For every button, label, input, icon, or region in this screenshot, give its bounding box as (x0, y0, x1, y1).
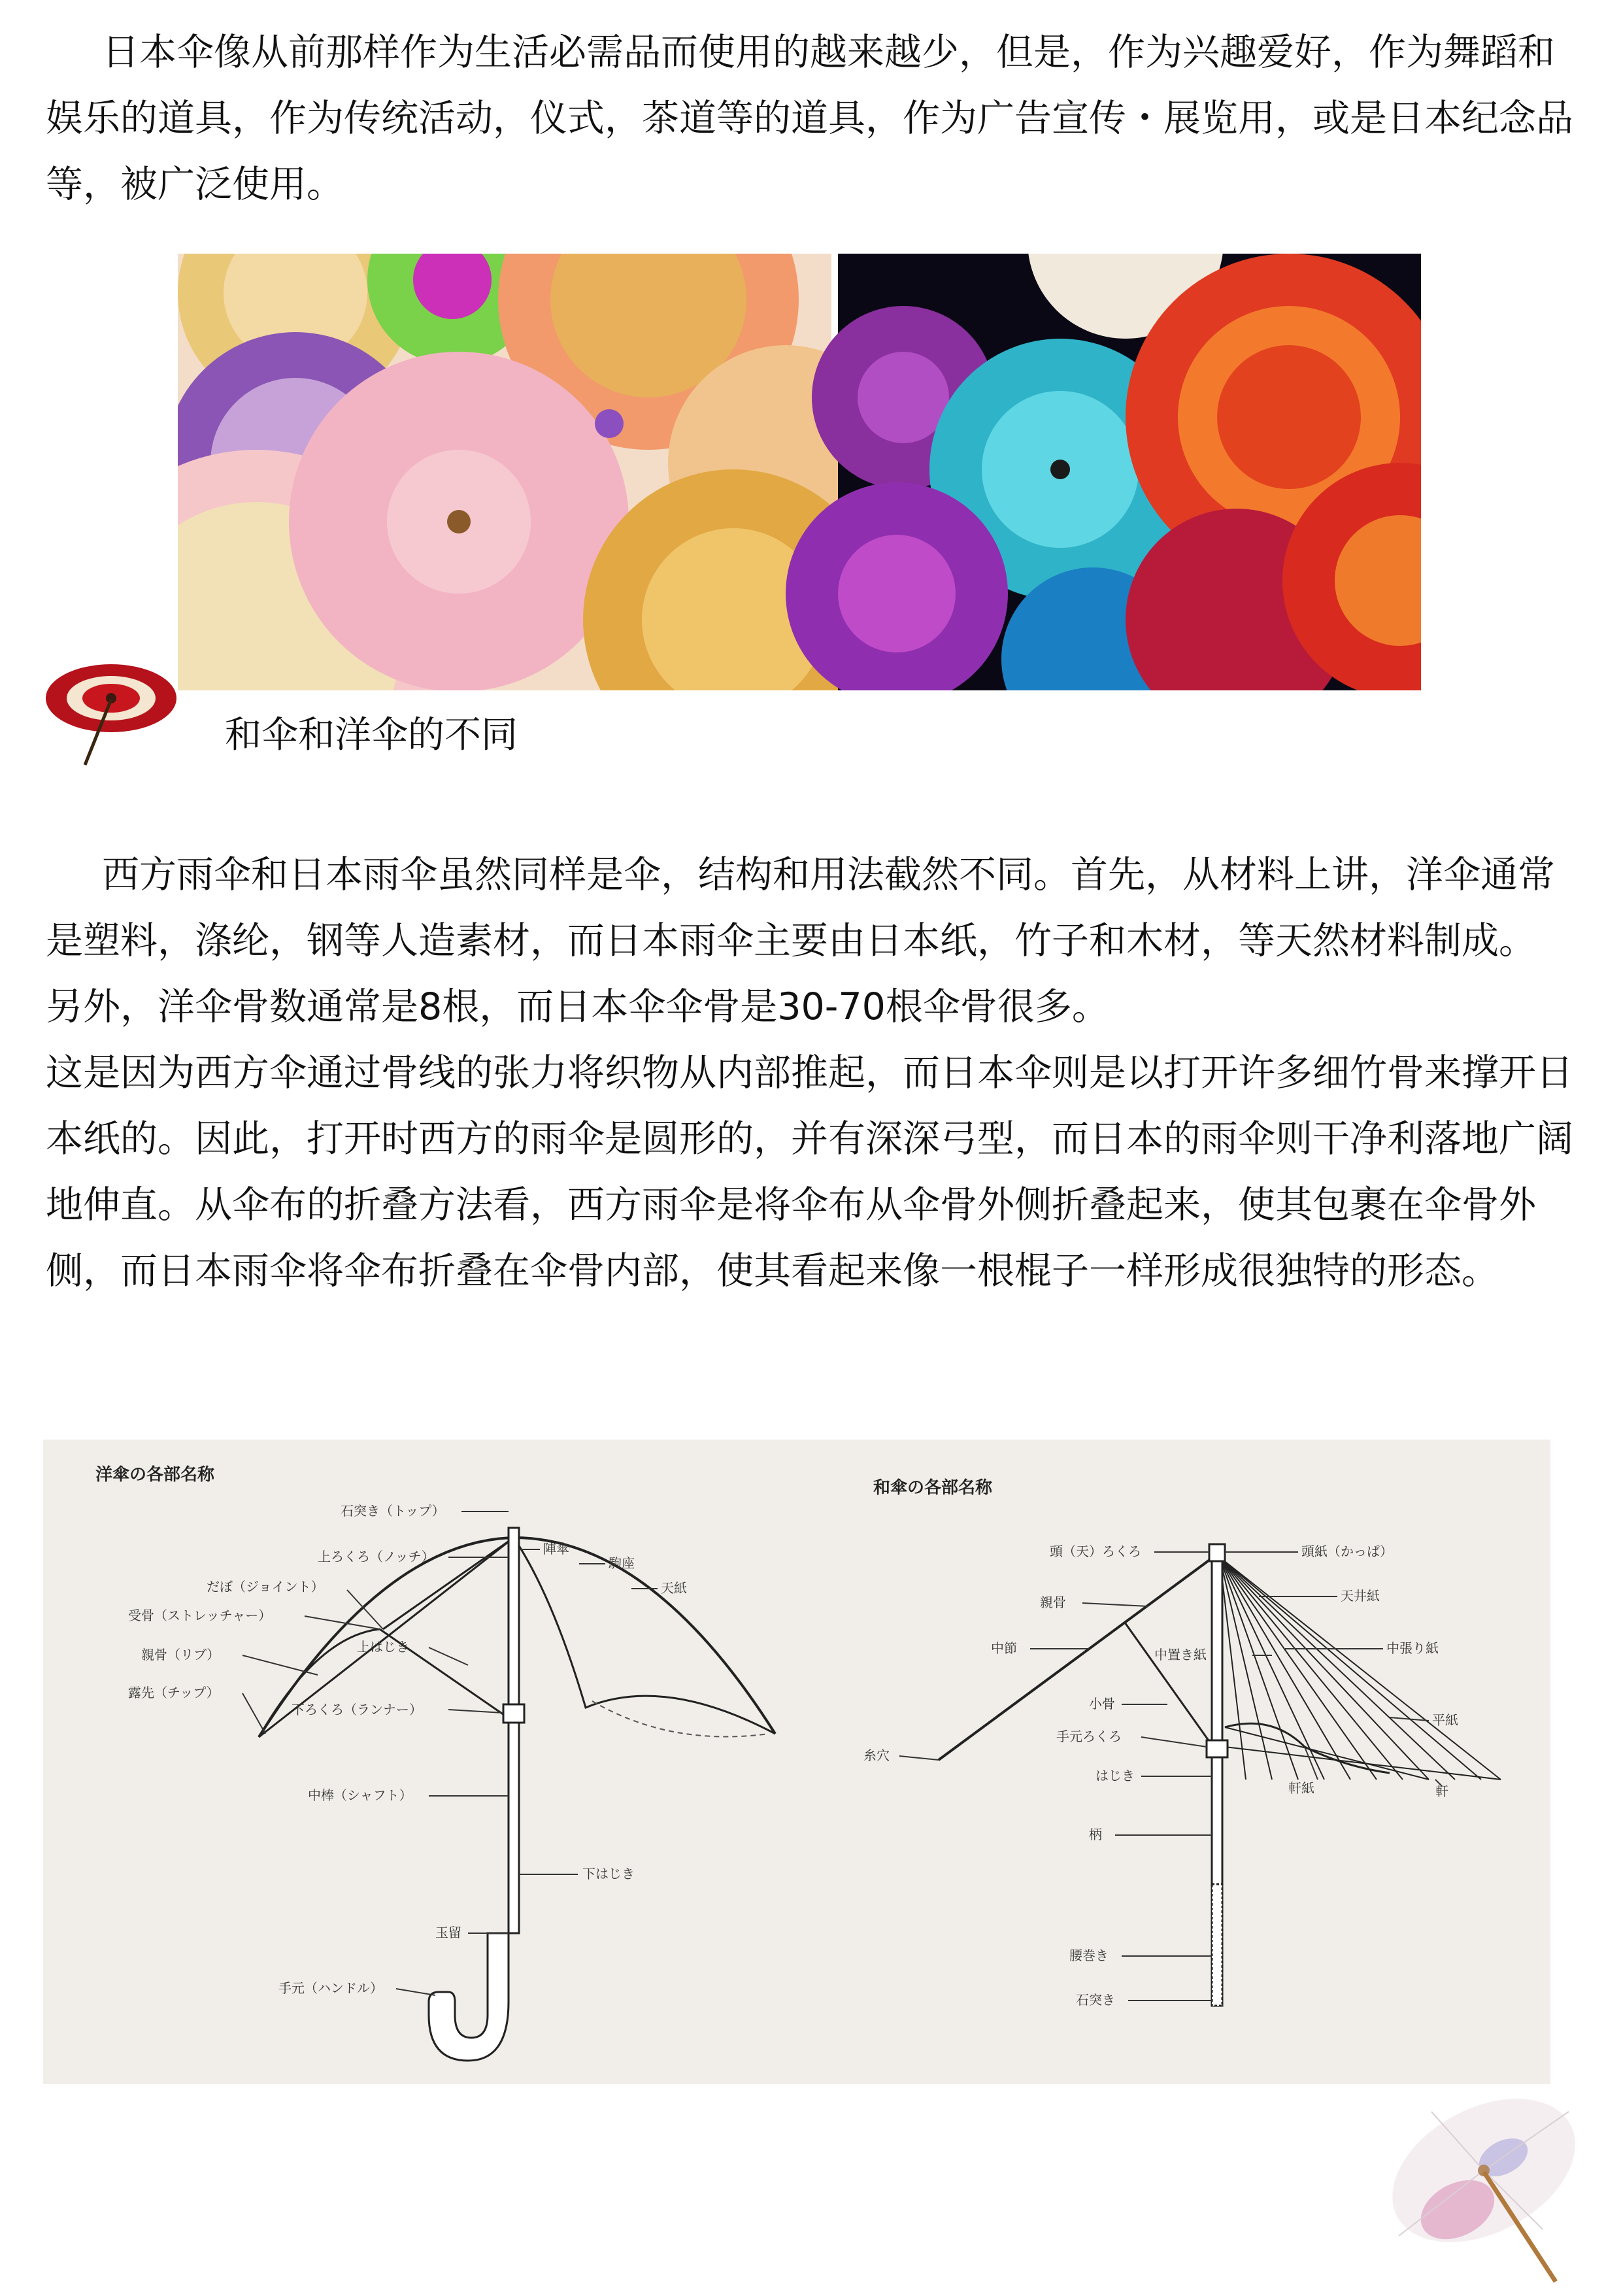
w-label-8: 下ろくろ（ランナー） (292, 1702, 422, 1717)
intro-text: 日本伞像从前那样作为生活必需品而使用的越来越少，但是，作为兴趣爱好，作为舞蹈和娱乐的道具，作为传统活动，仪式，茶道等的道具，作为广告宣传・展览用，或是日本纪念品等，被广泛使用。 (46, 31, 1573, 206)
w-label-4: 受骨（ストレッチャー） (128, 1608, 272, 1623)
lit-umbrellas-photo (786, 254, 1421, 690)
western-diagram-title: 洋傘の各部名称 (95, 1465, 215, 1485)
w-label-3: だぼ（ジョイント） (207, 1579, 324, 1595)
w-label-10: 下はじき (582, 1866, 635, 1882)
w-label-12: 手元（ハンドル） (278, 1980, 383, 1996)
j-label-3: 中節 (991, 1640, 1017, 1656)
j-label-16: 軒 (1435, 1783, 1448, 1799)
red-umbrella-icon (39, 660, 183, 778)
j-label-4: 小骨 (1089, 1696, 1115, 1712)
j-label-12: 天井紙 (1341, 1588, 1380, 1604)
w-label-5: 親骨（リブ） (141, 1647, 220, 1663)
j-label-17: 中置き紙 (1154, 1647, 1207, 1663)
j-label-1: 頭（天）ろくろ (1050, 1544, 1141, 1559)
section-title: 和伞和洋伞的不同 (225, 714, 518, 756)
comparison-paragraph (46, 842, 1588, 1304)
w-label-13: 陣傘 (543, 1541, 569, 1557)
w-label-7: 上はじき (357, 1639, 409, 1655)
w-label-15: 天紙 (661, 1580, 687, 1596)
w-label-9: 中棒（シャフト） (308, 1787, 412, 1803)
intro-paragraph (46, 20, 1588, 218)
japanese-diagram-title: 和傘の各部名称 (873, 1478, 993, 1498)
western-umbrella-diagram (95, 1464, 775, 2061)
j-label-11: 頭紙（かっぱ） (1301, 1544, 1393, 1559)
j-label-5: 手元ろくろ (1056, 1729, 1122, 1744)
w-label-2: 上ろくろ（ノッチ） (318, 1549, 435, 1564)
j-label-13: 中張り紙 (1386, 1640, 1439, 1656)
j-label-10: 糸穴 (863, 1747, 890, 1763)
w-label-6: 露先（チップ） (128, 1685, 220, 1700)
w-label-11: 玉留 (435, 1925, 461, 1940)
j-label-7: 柄 (1089, 1827, 1102, 1842)
umbrella-photos (178, 254, 1421, 690)
comparison-text-2: 这是因为西方伞通过骨线的张力将织物从内部推起，而日本伞则是以打开许多细竹骨来撑开日本纸的。因此，打开时西方的雨伞是圆形的，并有深深弓型，而日本的雨伞则干净利落地广阔地伸直。从伞布的折叠方法看，西方雨伞是将伞布从伞骨外侧折叠起来，使其包裹在伞骨外侧，而日本雨伞将伞布折叠在伞骨内部，使其看起来像一根棍子一样形成很独特的形态。 (46, 1051, 1573, 1292)
j-label-15: 軒紙 (1288, 1780, 1314, 1796)
floral-umbrella-icon (1360, 2085, 1582, 2293)
comparison-text-1: 西方雨伞和日本雨伞虽然同样是伞，结构和用法截然不同。首先，从材料上讲，洋伞通常是塑料，涤纶，钢等人造素材，而日本雨伞主要由日本纸，竹子和木材，等天然材料制成。 另外，洋伞骨数通常是8根，而日本伞伞骨是30-70根伞骨很多。 (46, 853, 1555, 1028)
j-label-14: 平紙 (1432, 1712, 1458, 1728)
j-label-9: 石突き (1076, 1992, 1115, 2008)
umbrella-parts-diagram (43, 1440, 1550, 2084)
w-label-1: 石突き（トップ） (341, 1503, 445, 1519)
j-label-6: はじき (1095, 1768, 1135, 1783)
j-label-8: 腰巻き (1069, 1948, 1109, 1963)
japanese-umbrella-diagram (863, 1477, 1501, 2008)
j-label-2: 親骨 (1040, 1595, 1066, 1610)
w-label-14: 駒座 (609, 1555, 635, 1571)
